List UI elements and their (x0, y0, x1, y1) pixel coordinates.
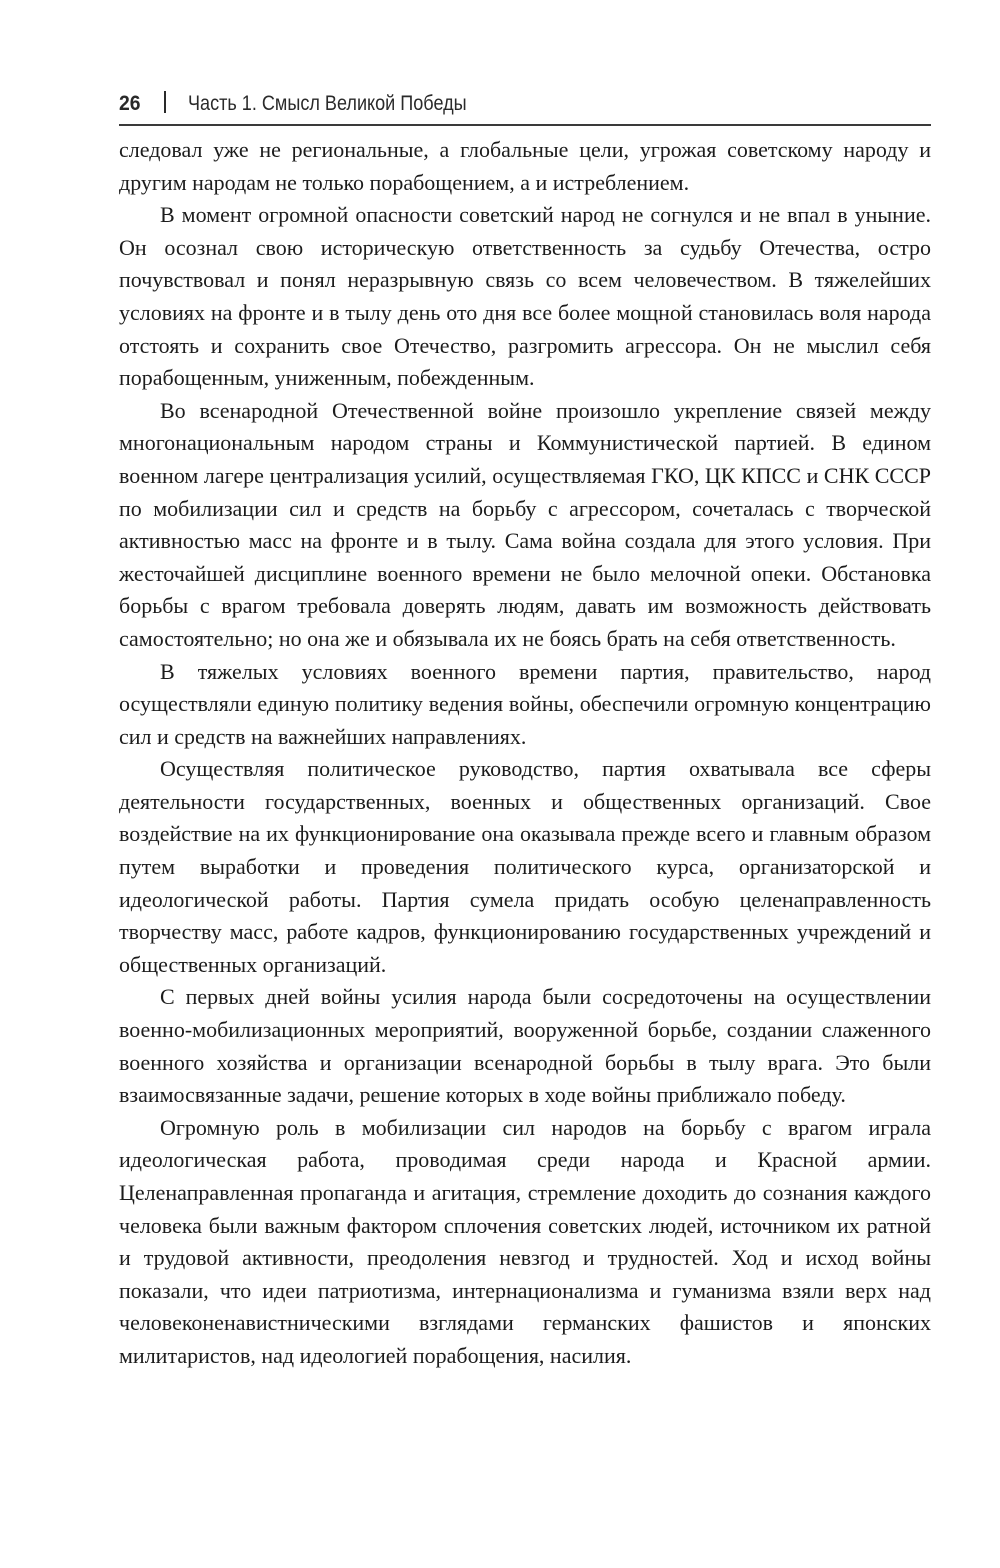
header-separator (164, 91, 166, 113)
paragraph: Огромную роль в мобилизации сил народов на борьбу с врагом играла идеологическая работа, проводимая среди народа и Красной армии. Целенаправленная пропаганда и агитация, стремление доходить до сознания каждого человека были важным фактором сплочения советских людей, источником их ратной и трудовой активности, преодоления невзгод и трудностей. Ход и исход войны показали, что идеи патриотизма, интернационализма и гуманизма взяли верх над человеконенавистническими взглядами германских фашистов и японских милитаристов, над идеологией порабощения, насилия. (119, 1114, 931, 1368)
paragraph: Осуществляя политическое руководство, партия охватывала все сферы деятельности государственных, военных и общественных организаций. Свое воздействие на их функционирование она оказывала прежде всего и главным образом путем выработки и проведения политического курса, организаторской и идеологической работы. Партия сумела придать особую целенаправленность творчеству масс, работе кадров, функционированию государственных учреждений и общественных организаций. (119, 756, 931, 977)
body-text (119, 134, 931, 1373)
paragraph: С первых дней войны усилия народа были сосредоточены на осуществлении военно-мобилизационных мероприятий, вооруженной борьбе, создании слаженного военного хозяйства и организации всенародной борьбы в тылу врага. Это были взаимосвязанные задачи, решение которых в ходе войны приближало победу. (119, 984, 931, 1108)
running-head (119, 88, 931, 120)
section-title: Часть 1. Смысл Великой Победы (188, 92, 467, 115)
paragraph-continued: следовал уже не региональные, а глобальные цели, угрожая советскому народу и другим народам не только порабощением, а и истреблением. (119, 137, 931, 195)
paragraph: В момент огромной опасности советский народ не согнулся и не впал в уныние. Он осознал свою историческую ответственность за судьбу Отечества, остро почувствовал и понял неразрывную связь со всем человечеством. В тяжелейших условиях на фронте и в тылу день ото дня все более мощной становилась воля народа отстоять и сохранить свое Отечество, разгромить агрессора. Он не мыслил себя порабощенным, униженным, побежденным. (119, 202, 931, 391)
paragraph: В тяжелых условиях военного времени партия, правительство, народ осуществляли единую политику ведения войны, обеспечили огромную концентрацию сил и средств на важнейших направлениях. (119, 658, 931, 749)
paragraph: Во всенародной Отечественной войне произошло укрепление связей между многонациональным народом страны и Коммунистической партией. В едином военном лагере централизация усилий, осуществляемая ГКО, ЦК КПСС и СНК СССР по мобилизации сил и средств на борьбу с агрессором, сочеталась с творческой активностью масс на фронте и в тылу. Сама война создала для этого условия. При жесточайшей дисциплине военного времени не было мелочной опеки. Обстановка борьбы с врагом требовала доверять людям, давать им возможность действовать самостоятельно; но она же и обязывала их не боясь брать на себя ответственность. (119, 397, 931, 651)
page-number: 26 (119, 92, 141, 115)
header-rule (119, 124, 931, 126)
